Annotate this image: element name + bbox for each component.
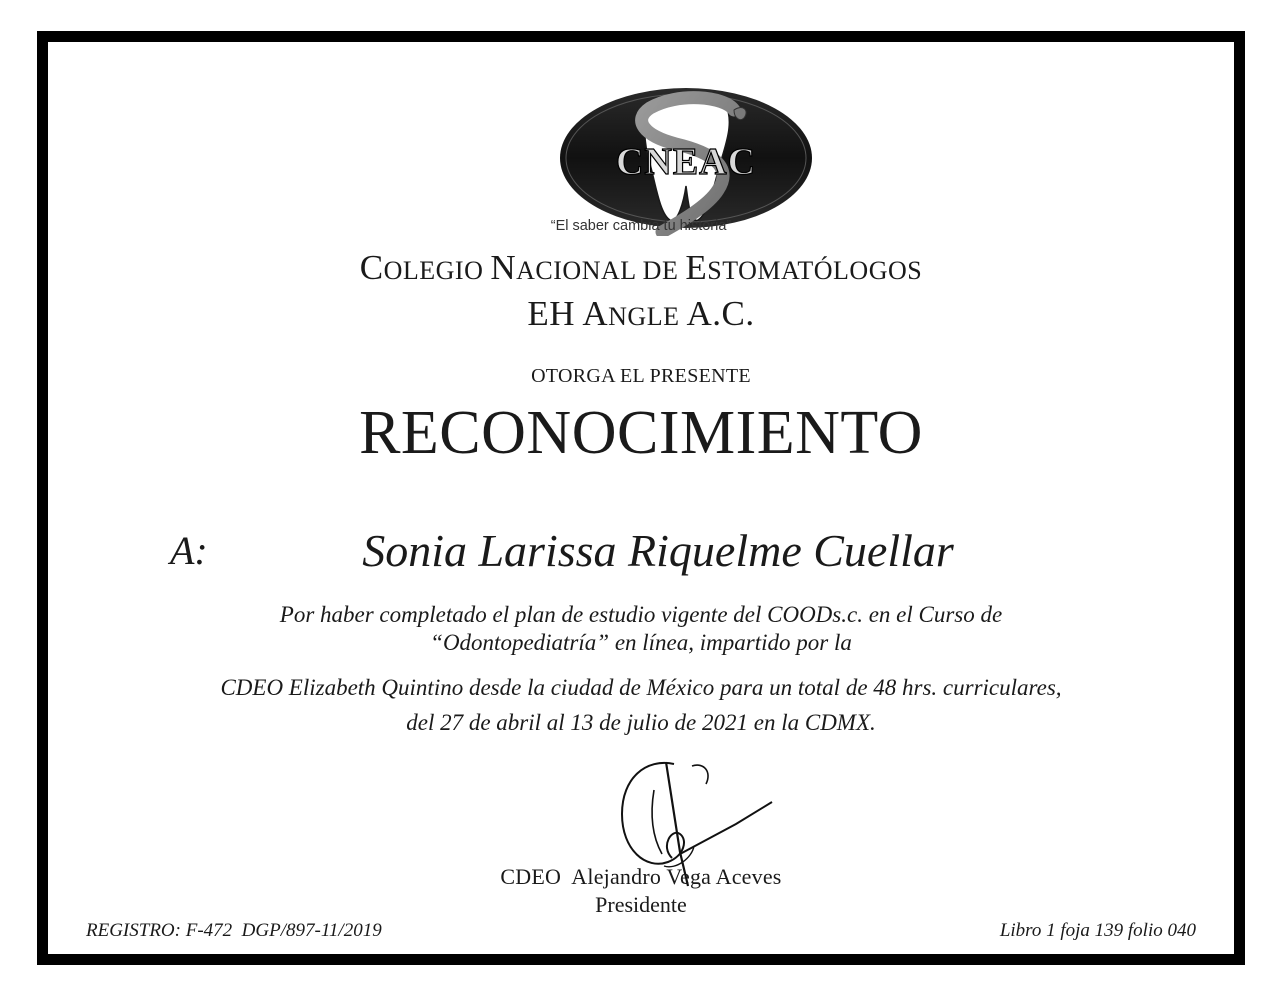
- institution-name-line-1: [48, 248, 1234, 288]
- inst2-part: NGLE: [608, 302, 687, 331]
- recipient-label: A:: [170, 528, 208, 573]
- body-line: Por haber completado el plan de estudio vigente del COODs.c. en el Curso de: [279, 602, 1003, 627]
- inst1-part: C: [359, 248, 384, 287]
- inst1-part: E: [685, 248, 708, 287]
- registration-number: REGISTRO: F-472 DGP/897-11/2019: [86, 920, 382, 941]
- inst1-part: N: [490, 248, 517, 287]
- cneac-logo: [558, 74, 814, 236]
- body-line: del 27 de abril al 13 de julio de 2021 en la CDMX.: [406, 710, 876, 735]
- institution-name-line-2: [48, 294, 1234, 334]
- inst1-part: ACIONAL DE: [516, 256, 686, 285]
- inst1-part: STOMATÓLOGOS: [707, 256, 923, 285]
- signer-role: Presidente: [595, 892, 687, 917]
- book-folio-reference: Libro 1 foja 139 folio 040: [999, 920, 1196, 941]
- recipient-name: Sonia Larissa Riquelme Cuellar: [362, 525, 954, 576]
- inst1-part: OLEGIO: [383, 256, 491, 285]
- motto: “El saber cambia tu historia”: [550, 218, 732, 234]
- body-line: “Odontopediatría” en línea, impartido por la: [430, 630, 852, 655]
- certificate-frame: [37, 31, 1245, 965]
- logo-text: CNEAC: [615, 141, 757, 183]
- inst2-part: EH A: [527, 294, 609, 333]
- body-line: CDEO Elizabeth Quintino desde la ciudad de México para un total de 48 hrs. curriculares,: [220, 675, 1062, 700]
- granting-text: OTORGA EL PRESENTE: [531, 365, 751, 387]
- certificate-title: RECONOCIMIENTO: [359, 399, 923, 467]
- signer-name: CDEO Alejandro Vega Aceves: [500, 864, 782, 889]
- inst2-part: A.C.: [686, 294, 755, 333]
